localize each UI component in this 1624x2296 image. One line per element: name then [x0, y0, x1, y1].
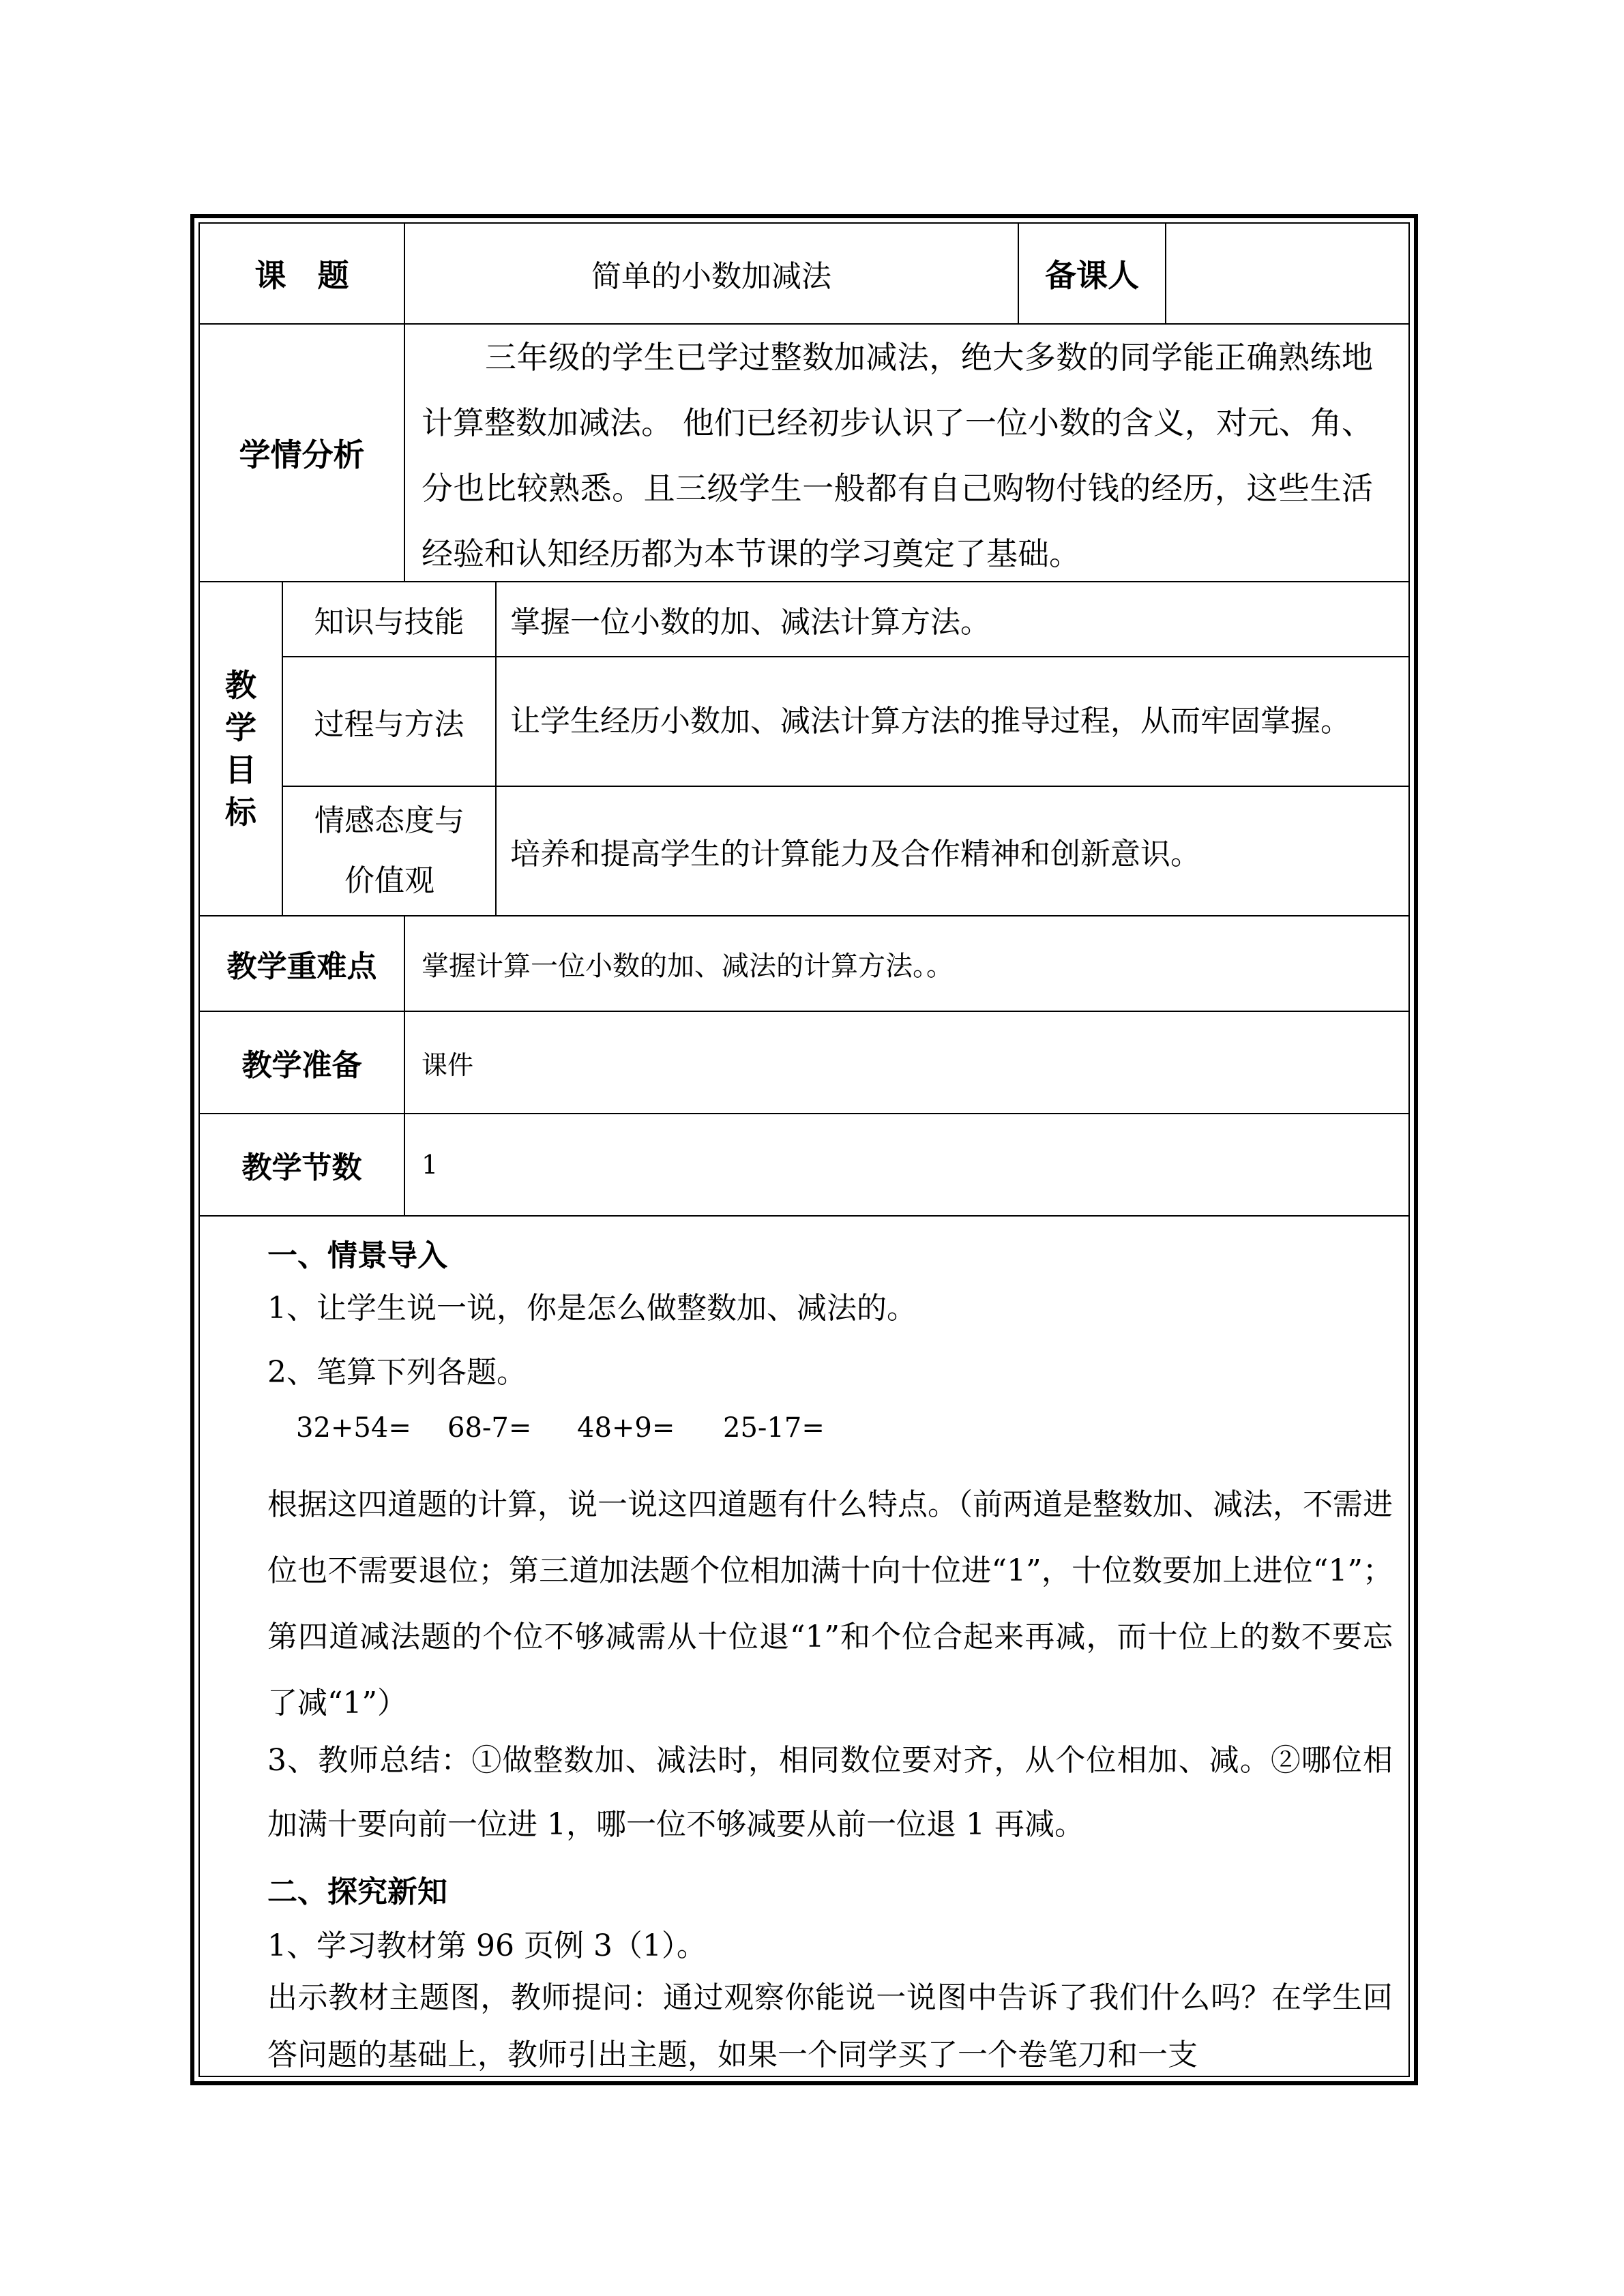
key-points-label: 教学重难点	[226, 949, 377, 984]
preparer-value	[1166, 224, 1408, 323]
s1-item2: 2、笔算下列各题。	[267, 1355, 527, 1390]
row-divider	[198, 1215, 1410, 1217]
column-divider	[404, 915, 405, 1215]
s1-item3: 3、教师总结：①做整数加、减法时，相同数位要对齐，从个位相加、减。②哪位相加满十要向前一位进 1，哪一位不够减要从前一位退 1 再减。	[267, 1743, 1393, 1842]
equation-2: 68-7=	[447, 1412, 532, 1444]
goals-label-char: 标	[225, 794, 256, 831]
preparation-text: 课件	[422, 1049, 474, 1080]
equation-3: 48+9=	[577, 1412, 675, 1444]
column-divider	[495, 581, 497, 915]
goal-knowledge-label: 知识与技能	[314, 605, 464, 640]
s2-item1: 1、学习教材第 96 页例 3（1）。	[267, 1928, 707, 1963]
periods-label: 教学节数	[241, 1150, 362, 1185]
topic-label: 课 题	[254, 257, 349, 294]
analysis-text: 三年级的学生已学过整数加减法，绝大多数的同学能正确熟练地计算整数加减法。 他们已经初步认识了一位小数的含义，对元、角、分也比较熟悉。且三级学生一般都有自己购物付钱的经历，这些生活经验和认知经历都为本节课的学习奠定了基础。	[422, 339, 1373, 572]
section2-title: 二、探究新知	[267, 1875, 447, 1909]
preparer-label: 备课人	[1045, 257, 1139, 294]
preparation-label: 教学准备	[241, 1048, 362, 1083]
equation-4: 25-17=	[723, 1412, 825, 1444]
s1-paragraph: 根据这四道题的计算，说一说这四道题有什么特点。（前两道是整数加、减法，不需进位也不需要退位；第三道加法题个位相加满十向十位进“1”，十位数要加上进位“1”；第四道减法题的个位不够减需从十位退“1”和个位合起来再减，而十位上的数不要忘了减“1”）	[267, 1487, 1393, 1720]
goals-label-char: 目	[225, 751, 256, 788]
s2-paragraph: 出示教材主题图，教师提问：通过观察你能说一说图中告诉了我们什么吗？在学生回答问题的基础上，教师引出主题，如果一个同学买了一个卷笔刀和一支	[267, 1980, 1393, 2072]
goal-knowledge-text: 掌握一位小数的加、减法计算方法。	[510, 605, 990, 640]
periods-text: 1	[422, 1150, 439, 1180]
analysis-label: 学情分析	[239, 436, 365, 473]
goal-process-text: 让学生经历小数加、减法计算方法的推导过程，从而牢固掌握。	[510, 704, 1350, 739]
goal-attitude-label: 情感态度与价值观	[314, 803, 464, 898]
section1-title: 一、情景导入	[267, 1238, 447, 1273]
goal-attitude-text: 培养和提高学生的计算能力及合作精神和创新意识。	[510, 837, 1200, 871]
topic-value: 简单的小数加减法	[591, 259, 831, 294]
goals-label	[200, 582, 282, 915]
goals-label-char: 学	[225, 709, 256, 746]
goals-label-char: 教	[225, 667, 256, 704]
equation-1: 32+54=	[296, 1412, 411, 1444]
s1-item1: 1、让学生说一说，你是怎么做整数加、减法的。	[267, 1291, 917, 1326]
goal-process-label: 过程与方法	[314, 707, 464, 742]
key-points-text: 掌握计算一位小数的加、减法的计算方法。。	[422, 950, 954, 982]
